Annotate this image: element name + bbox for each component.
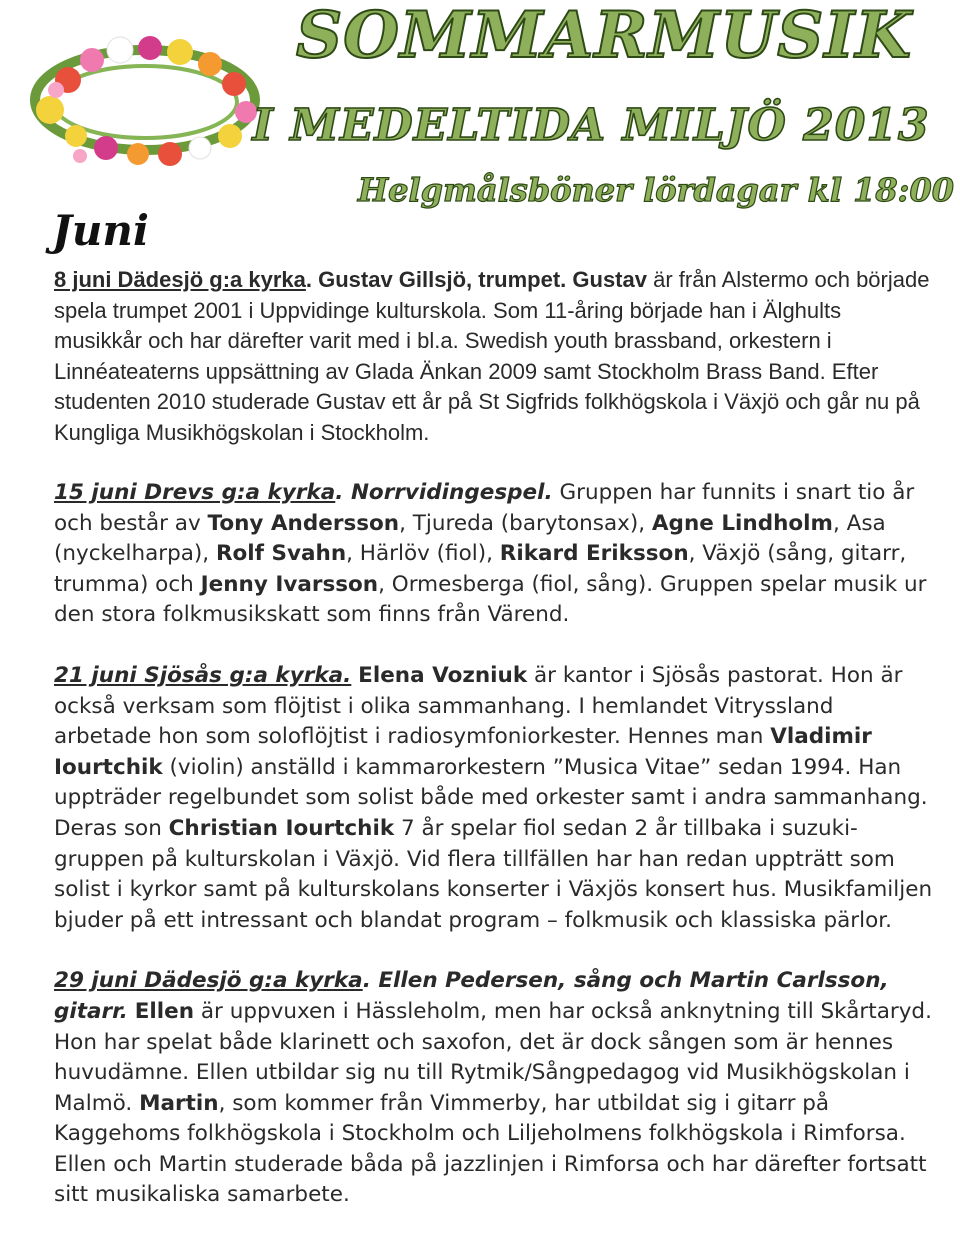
- event-date-place: 8 juni Dädesjö g:a kyrka: [54, 267, 306, 292]
- poster-subtitle: I MEDELTIDA MILJÖ 2013: [252, 100, 930, 151]
- performer-name: Gustav: [572, 267, 647, 292]
- flower-wreath-image: [20, 20, 270, 180]
- event-list: [54, 265, 934, 1211]
- performer-name: Ellen: [134, 998, 195, 1024]
- event-8-juni: 8 juni Dädesjö g:a kyrka. Gustav Gillsjö, trumpet. Gustav är från Alstermo och började spela trumpet 2001 i Uppvidinge kulturskola. Som 11-åring började han i Älghults musikkår och har därefter varit med i bl.a. Swedish youth brassband, orkestern i Linnéateaterns uppsättning av Glada Änkan 2009 samt Stockholm Brass Band. Efter studenten 2010 studerade Gustav ett år på St Sigfrids folkhögskola i Växjö och går nu på Kungliga Musikhögskolan i Stockholm.: [54, 267, 930, 445]
- performer-name: Vladimir Iourtchik: [54, 724, 872, 780]
- event-performer: Norrvidingespel.: [350, 480, 553, 505]
- performer-name: Rikard Eriksson: [499, 541, 689, 567]
- month-heading: Juni: [52, 206, 149, 255]
- event-description: är från Alstermo och började spela trumpet 2001 i Uppvidinge kulturskola. Som 11-åring började han i Älghults musikkår och har därefter varit med i bl.a. Swedish youth brassband, orkestern i Linnéateaterns uppsättning av Glada Änkan 2009 samt Stockholm Brass Band. Efter studenten 2010 studerade Gustav ett år på St Sigfrids folkhögskola i Växjö och går nu på Kungliga Musikhögskolan i Stockholm.: [54, 267, 930, 445]
- performer-name: Jenny Ivarsson: [200, 571, 379, 597]
- event-date-place: 21 juni Sjösås g:a kyrka.: [54, 662, 352, 688]
- event-15-juni: 15 juni Drevs g:a kyrka. Norrvidingespel. Gruppen har funnits i snart tio år och består av Tony Andersson, Tjureda (barytonsax), Agne Lindholm, Asa (nyckelharpa), Rolf Svahn, Härlöv (fiol), Rikard Eriksson, Växjö (sång, gitarr, trumma) och Jenny Ivarsson, Ormesberga (fiol, sång). Gruppen spelar musik ur den stora folkmusikskatt som finns från Värend.: [54, 480, 927, 628]
- performer-name: Elena Vozniuk: [358, 662, 528, 688]
- event-date-place: 29 juni Dädesjö g:a kyrka: [54, 968, 363, 994]
- event-performer: Gustav Gillsjö, trumpet.: [318, 267, 567, 292]
- service-time: Helgmålsböner lördagar kl 18:00: [357, 171, 954, 209]
- performer-name: Agne Lindholm: [651, 510, 833, 536]
- event-date-place: 15 juni Drevs g:a kyrka: [54, 480, 336, 505]
- event-performer: Ellen Pedersen, sång och Martin Carlsson, gitarr.: [54, 968, 889, 1024]
- performer-name: Rolf Svahn: [215, 541, 347, 567]
- performer-name: Tony Andersson: [207, 510, 400, 536]
- poster-title: SOMMARMUSIK: [296, 0, 912, 73]
- performer-name: Christian Iourtchik: [168, 815, 395, 841]
- event-29-juni: 29 juni Dädesjö g:a kyrka. Ellen Pedersen, sång och Martin Carlsson, gitarr. Ellen är uppvuxen i Hässleholm, men har också anknytning till Skårtaryd. Hon har spelat både klarinett och saxofon, det är dock sången som är hennes huvudämne. Ellen utbildar sig nu till Rytmik/Sångpedagog vid Musikhögskolan i Malmö. Martin, som kommer från Vimmerby, har utbildat sig i gitarr på Kaggehoms folkhögskola i Stockholm och Liljeholmens folkhögskola i Rimforsa. Ellen och Martin studerade båda på jazzlinjen i Rimforsa och har därefter fortsatt sitt musikaliska samarbete.: [54, 968, 932, 1208]
- event-21-juni: 21 juni Sjösås g:a kyrka. Elena Vozniuk är kantor i Sjösås pastorat. Hon är också verksam som flöjtist i olika sammanhang. I hemlandet Vitryssland arbetade hon som soloflöjtist i radiosymfoniorkester. Hennes man Vladimir Iourtchik (violin) anställd i kammarorkestern ”Musica Vitae” sedan 1994. Han uppträder regelbundet som solist både med orkester samt i andra sammanhang. Deras son Christian Iourtchik 7 år spelar fiol sedan 2 år tillbaka i suzuki-gruppen på kulturskolan i Växjö. Vid flera tillfällen har han redan uppträtt som solist i kyrkor samt på kulturskolans konserter i Växjös konsert hus. Musikfamiljen bjuder på ett intressant och blandat program – folkmusik och klassiska pärlor.: [54, 662, 933, 933]
- performer-name: Martin: [139, 1090, 219, 1116]
